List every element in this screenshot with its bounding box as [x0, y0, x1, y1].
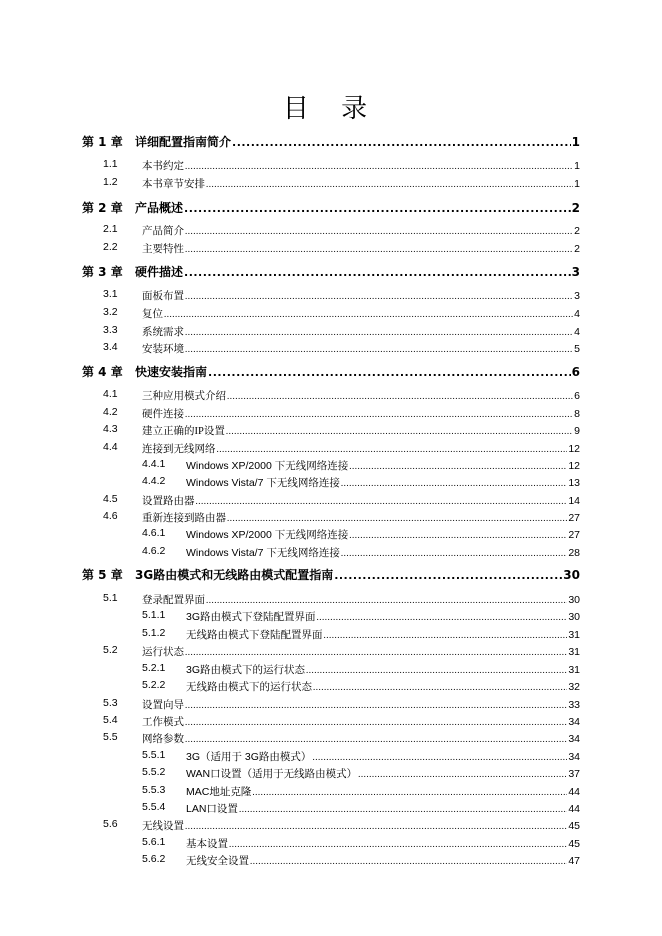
dot-leader	[239, 804, 567, 814]
toc-entry-page: 27	[568, 529, 580, 541]
toc-entry-number: 2.2	[103, 241, 118, 253]
toc-entry-page: 45	[568, 838, 580, 850]
toc-entry-number: 1.2	[103, 176, 118, 188]
toc-entry-page: 13	[568, 477, 580, 489]
toc-entry-chap[interactable]	[0, 566, 662, 584]
dot-leader	[185, 734, 567, 744]
toc-entry-sec[interactable]	[0, 388, 662, 404]
toc-entry-page: 2	[574, 225, 580, 237]
toc-entry-page: 31	[568, 664, 580, 676]
toc-entry-label: 面板布置	[142, 291, 184, 302]
toc-entry-number: 5.6.2	[142, 853, 166, 865]
dot-leader	[312, 752, 567, 762]
dot-leader	[229, 839, 567, 849]
toc-entry-label: 登录配置界面	[142, 595, 205, 606]
toc-entry-number: 2.1	[103, 223, 118, 235]
toc-entry-label: 安装环境	[142, 344, 184, 355]
dot-leader	[217, 444, 568, 454]
toc-entry-sec[interactable]	[0, 510, 662, 526]
toc-entry-sec[interactable]	[0, 406, 662, 422]
toc-entry-chap[interactable]	[0, 363, 662, 381]
toc-entry-page: 6	[571, 365, 580, 379]
toc-entry-label: 主要特性	[142, 244, 184, 255]
dot-leader	[185, 647, 567, 657]
toc-entry-label: 重新连接到路由器	[142, 513, 226, 524]
dot-leader	[185, 409, 573, 419]
toc-entry-page: 34	[568, 751, 580, 763]
dot-leader	[185, 700, 567, 710]
toc-entry-number: 5.1.1	[142, 609, 166, 621]
toc-entry-sec[interactable]	[0, 341, 662, 357]
toc-entry-page: 27	[568, 512, 580, 524]
toc-entry-number: 3.2	[103, 306, 118, 318]
dot-leader	[349, 461, 567, 471]
toc-entry-number: 5.4	[103, 714, 118, 726]
page-title: 目 录	[282, 94, 380, 124]
toc-entry-number: 5.5.1	[142, 749, 166, 761]
toc-entry-number: 4.2	[103, 406, 118, 418]
toc-entry-label: 3G路由模式下的运行状态	[186, 664, 306, 676]
toc-entry-page: 14	[568, 495, 580, 507]
toc-entry-sec[interactable]	[0, 592, 662, 608]
toc-entry-label: MAC地址克隆	[186, 786, 252, 798]
toc-entry-label: 工作模式	[142, 717, 184, 728]
toc-entry-sec[interactable]	[0, 241, 662, 257]
toc-entry-label: 3G路由模式下登陆配置界面	[186, 611, 316, 623]
toc-entry-sub[interactable]	[0, 458, 662, 474]
toc-entry-label: 快速安装指南	[135, 365, 208, 379]
toc-entry-number: 5.6	[103, 818, 118, 830]
dot-leader	[208, 366, 571, 379]
toc-entry-sec[interactable]	[0, 441, 662, 457]
toc-entry-number: 5.2.1	[142, 662, 166, 674]
toc-entry-label: 产品概述	[135, 201, 184, 215]
dot-leader	[184, 202, 571, 215]
toc-entry-sub[interactable]	[0, 853, 662, 869]
toc-entry-number: 5.5.3	[142, 784, 166, 796]
toc-entry-number: 5.5	[103, 731, 118, 743]
dot-leader	[185, 226, 573, 236]
toc-entry-label: 无线路由模式下登陆配置界面	[186, 629, 323, 641]
toc-entry-sec[interactable]	[0, 306, 662, 322]
toc-entry-sec[interactable]	[0, 818, 662, 834]
toc-entry-sub[interactable]	[0, 545, 662, 561]
toc-entry-page: 4	[574, 308, 580, 320]
toc-entry-label: 复位	[142, 309, 163, 320]
toc-entry-number: 4.6.2	[142, 545, 166, 557]
toc-entry-sec[interactable]	[0, 423, 662, 439]
toc-entry-sec[interactable]	[0, 731, 662, 747]
toc-entry-page: 2	[571, 201, 580, 215]
toc-entry-number: 第 1 章	[82, 135, 123, 149]
toc-entry-page: 31	[568, 646, 580, 658]
dot-leader	[185, 291, 573, 301]
dot-leader	[306, 665, 567, 675]
toc-entry-sec[interactable]	[0, 697, 662, 713]
dot-leader	[334, 569, 562, 582]
toc-entry-number: 5.2	[103, 644, 118, 656]
toc-entry-sub[interactable]	[0, 527, 662, 543]
toc-entry-label: 产品简介	[142, 226, 184, 237]
toc-entry-label: 无线安全设置	[186, 855, 249, 867]
toc-entry-label: 无线设置	[142, 821, 184, 832]
toc-entry-sec[interactable]	[0, 324, 662, 340]
toc-entry-number: 5.3	[103, 697, 118, 709]
toc-entry-sub[interactable]	[0, 475, 662, 491]
toc-entry-page: 1	[574, 160, 580, 172]
toc-entry-number: 第 4 章	[82, 365, 123, 379]
toc-entry-page: 34	[568, 733, 580, 745]
toc-entry-page: 4	[574, 326, 580, 338]
toc-entry-number: 1.1	[103, 158, 118, 170]
toc-entry-page: 8	[574, 408, 580, 420]
toc-entry-label: 系统需求	[142, 327, 184, 338]
toc-entry-label: WAN口设置（适用于无线路由模式）	[186, 768, 358, 780]
toc-entry-sub[interactable]	[0, 784, 662, 800]
toc-entry-page: 37	[568, 768, 580, 780]
dot-leader	[164, 309, 573, 319]
toc-entry-label: 基本设置	[186, 838, 228, 850]
dot-leader	[349, 530, 567, 540]
toc-entry-number: 4.5	[103, 493, 118, 505]
dot-leader	[341, 548, 567, 558]
toc-entry-label: Windows XP/2000 下无线网络连接	[186, 460, 349, 472]
toc-entry-number: 第 3 章	[82, 265, 123, 279]
toc-entry-label: 网络参数	[142, 734, 184, 745]
dot-leader	[185, 327, 573, 337]
toc-entry-page: 1	[571, 135, 580, 149]
toc-entry-label: Windows Vista/7 下无线网络连接	[186, 547, 340, 559]
toc-entry-page: 32	[568, 681, 580, 693]
toc-entry-number: 5.1	[103, 592, 118, 604]
dot-leader	[227, 513, 567, 523]
toc-entry-sub[interactable]	[0, 836, 662, 852]
toc-entry-label: 本书约定	[142, 161, 184, 172]
toc-entry-page: 31	[568, 629, 580, 641]
toc-entry-number: 5.1.2	[142, 627, 166, 639]
toc-entry-number: 4.3	[103, 423, 118, 435]
dot-leader	[227, 391, 573, 401]
toc-entry-number: 4.4.2	[142, 475, 166, 487]
toc-entry-page: 3	[571, 265, 580, 279]
toc-entry-page: 34	[568, 716, 580, 728]
dot-leader	[250, 856, 567, 866]
toc-entry-page: 45	[568, 820, 580, 832]
toc-entry-page: 30	[568, 594, 580, 606]
toc-entry-label: 三种应用模式介绍	[142, 391, 226, 402]
dot-leader	[358, 769, 567, 779]
toc-entry-label: 运行状态	[142, 647, 184, 658]
dot-leader	[196, 496, 568, 506]
toc-entry-chap[interactable]	[0, 199, 662, 217]
toc-entry-label: 3G（适用于 3G路由模式）	[186, 751, 312, 763]
toc-entry-sec[interactable]	[0, 644, 662, 660]
toc-entry-number: 4.6.1	[142, 527, 166, 539]
toc-entry-number: 第 2 章	[82, 201, 123, 215]
toc-entry-page: 44	[568, 786, 580, 798]
toc-entry-number: 4.1	[103, 388, 118, 400]
toc-entry-label: 3G路由模式和无线路由模式配置指南	[135, 568, 334, 582]
toc-entry-page: 9	[574, 425, 580, 437]
toc-entry-page: 5	[574, 343, 580, 355]
dot-leader	[185, 344, 573, 354]
dot-leader	[232, 136, 571, 149]
toc-entry-page: 28	[568, 547, 580, 559]
dot-leader	[252, 787, 567, 797]
toc-entry-label: 连接到无线网络	[142, 444, 216, 455]
toc-entry-label: Windows XP/2000 下无线网络连接	[186, 529, 349, 541]
toc-entry-page: 44	[568, 803, 580, 815]
dot-leader	[226, 426, 573, 436]
dot-leader	[313, 682, 567, 692]
toc-entry-sec[interactable]	[0, 223, 662, 239]
toc-entry-number: 3.1	[103, 288, 118, 300]
toc-entry-page: 3	[574, 290, 580, 302]
toc-entry-page: 30	[568, 611, 580, 623]
toc-entry-number: 4.4.1	[142, 458, 166, 470]
toc-entry-sec[interactable]	[0, 176, 662, 192]
toc-entry-label: 无线路由模式下的运行状态	[186, 681, 312, 693]
toc-entry-label: Windows Vista/7 下无线网络连接	[186, 477, 340, 489]
toc-entry-number: 4.4	[103, 441, 118, 453]
toc-entry-page: 47	[568, 855, 580, 867]
toc-entry-sec[interactable]	[0, 158, 662, 174]
dot-leader	[185, 821, 567, 831]
toc-entry-page: 6	[574, 390, 580, 402]
toc-entry-number: 5.6.1	[142, 836, 166, 848]
toc-entry-sub[interactable]	[0, 627, 662, 643]
dot-leader	[341, 478, 567, 488]
toc-entry-sec[interactable]	[0, 493, 662, 509]
toc-entry-sec[interactable]	[0, 288, 662, 304]
toc-entry-number: 5.5.2	[142, 766, 166, 778]
toc-entry-number: 5.2.2	[142, 679, 166, 691]
toc-entry-page: 1	[574, 178, 580, 190]
toc-entry-sub[interactable]	[0, 609, 662, 625]
toc-entry-label: 硬件描述	[135, 265, 184, 279]
toc-entry-label: 本书章节安排	[142, 179, 205, 190]
toc-entry-label: 建立正确的IP设置	[142, 426, 225, 437]
dot-leader	[185, 161, 573, 171]
toc-entry-number: 3.3	[103, 324, 118, 336]
toc-entry-sec[interactable]	[0, 714, 662, 730]
toc-entry-sub[interactable]	[0, 749, 662, 765]
toc-entry-label: LAN口设置	[186, 803, 238, 815]
toc-entry-number: 3.4	[103, 341, 118, 353]
toc-entry-chap[interactable]	[0, 133, 662, 151]
toc-entry-page: 12	[568, 443, 580, 455]
dot-leader	[206, 595, 567, 605]
toc-entry-number: 4.6	[103, 510, 118, 522]
toc-entry-sub[interactable]	[0, 766, 662, 782]
toc-entry-label: 硬件连接	[142, 409, 184, 420]
toc-entry-sub[interactable]	[0, 679, 662, 695]
toc-entry-page: 12	[568, 460, 580, 472]
dot-leader	[324, 630, 568, 640]
dot-leader	[317, 612, 568, 622]
toc-entry-page: 30	[563, 568, 580, 582]
toc-entry-label: 设置向导	[142, 700, 184, 711]
toc-entry-number: 5.5.4	[142, 801, 166, 813]
toc-entry-page: 33	[568, 699, 580, 711]
toc-entry-label: 详细配置指南简介	[135, 135, 232, 149]
toc-entry-sub[interactable]	[0, 801, 662, 817]
toc-entry-label: 设置路由器	[142, 496, 195, 507]
dot-leader	[185, 717, 567, 727]
toc-entry-chap[interactable]	[0, 263, 662, 281]
toc-entry-number: 第 5 章	[82, 568, 123, 582]
dot-leader	[185, 244, 573, 254]
toc-entry-sub[interactable]	[0, 662, 662, 678]
toc-entry-page: 2	[574, 243, 580, 255]
dot-leader	[184, 266, 571, 279]
dot-leader	[206, 179, 573, 189]
